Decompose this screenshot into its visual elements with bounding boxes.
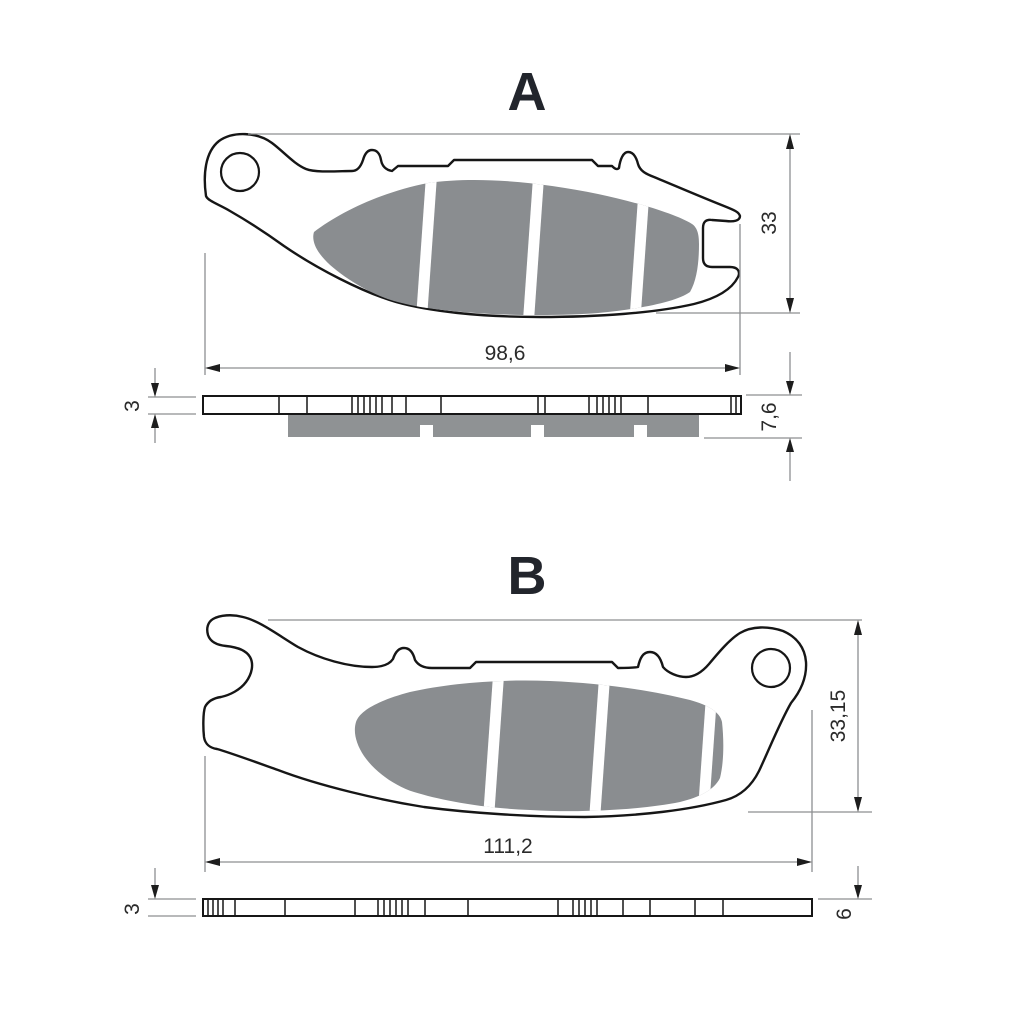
dim-b-total-label: 6 bbox=[833, 908, 856, 920]
dim-b-plate-arrow-down bbox=[151, 885, 159, 899]
dim-a-width-arrow-left bbox=[205, 364, 220, 372]
pad-a-sideview-notch-3 bbox=[634, 425, 647, 437]
dim-b-plate-label: 3 bbox=[121, 903, 144, 915]
dim-a-plate-arrow-down bbox=[151, 383, 159, 397]
dim-a-height-arrow-up bbox=[786, 134, 794, 149]
pad-a-mounting-hole bbox=[221, 153, 259, 191]
pad-a-sideview-notch-2 bbox=[531, 425, 544, 437]
pad-a-sideview-plate bbox=[203, 396, 741, 414]
dim-b-height-label: 33,15 bbox=[827, 689, 850, 743]
section-b-title: B bbox=[507, 546, 547, 606]
pad-b-sideview-plate bbox=[203, 899, 812, 916]
dim-b-total-arrow-down bbox=[854, 885, 862, 899]
dim-a-total-label: 7,6 bbox=[758, 402, 781, 432]
dim-b-width-arrow-left bbox=[205, 858, 220, 866]
pad-a-sideview-notch-1 bbox=[420, 425, 433, 437]
dim-b-width-label: 111,2 bbox=[483, 835, 533, 858]
section-a-title: A bbox=[507, 62, 547, 122]
pad-b-mounting-hole bbox=[752, 649, 790, 687]
dim-a-width-arrow-right bbox=[725, 364, 740, 372]
dim-a-total-arrow-down bbox=[786, 381, 794, 395]
dim-a-plate-label: 3 bbox=[121, 400, 144, 412]
dim-b-width-arrow-right bbox=[797, 858, 812, 866]
dim-a-plate-arrow-up bbox=[151, 414, 159, 428]
dim-a-height-label: 33 bbox=[758, 211, 781, 235]
dim-a-height-arrow-down bbox=[786, 298, 794, 313]
dim-b-height-arrow-up bbox=[854, 620, 862, 635]
dim-a-width-label: 98,6 bbox=[484, 342, 526, 365]
dim-b-height-arrow-down bbox=[854, 797, 862, 812]
dim-a-total-arrow-up bbox=[786, 438, 794, 452]
